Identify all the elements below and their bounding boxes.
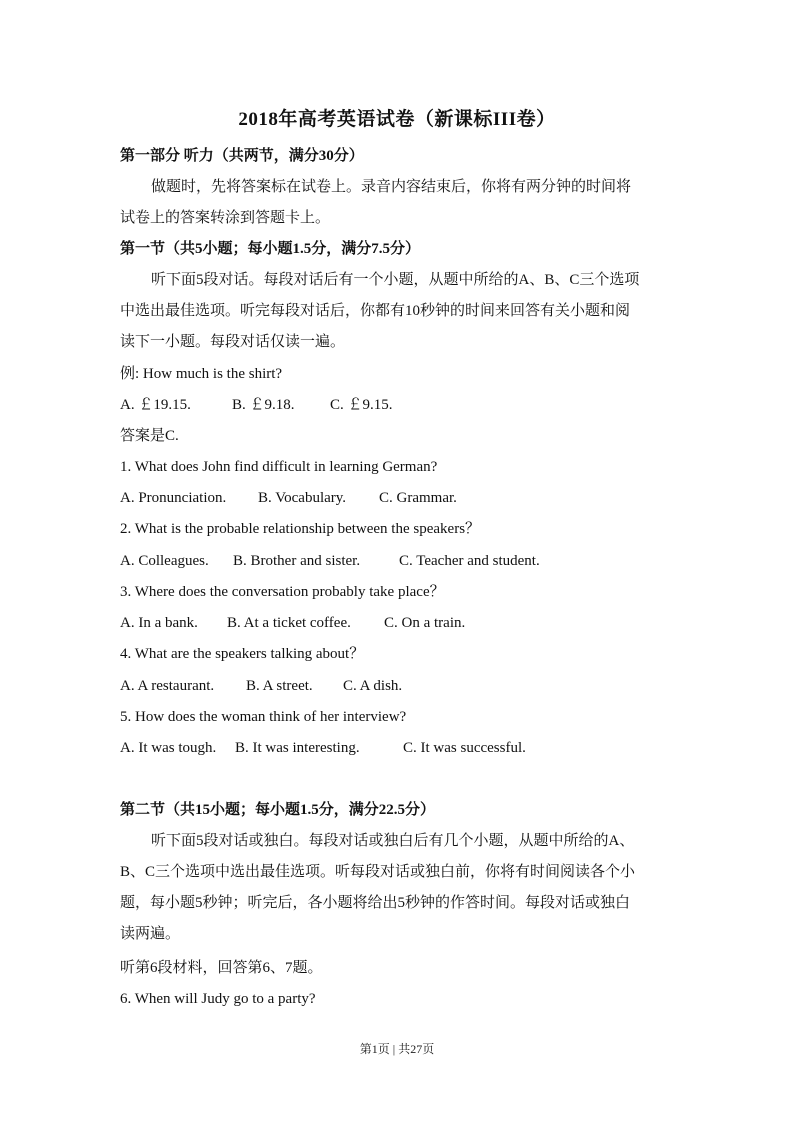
example-option-a: A. ￡19.15. [120, 397, 191, 413]
option-c: C. It was successful. [403, 740, 526, 756]
example-option-b: B. ￡9.18. [232, 397, 295, 413]
option-a: A. Colleagues. [120, 553, 209, 569]
option-a: A. It was tough. [120, 740, 217, 756]
question-3-options [120, 613, 465, 633]
option-a: A. A restaurant. [120, 678, 215, 694]
page-title: 2018年高考英语试卷（新课标III卷） [238, 109, 556, 130]
option-b: B. Brother and sister. [233, 553, 361, 569]
question-3: 3. Where does the conversation probably take place？ [120, 584, 445, 600]
section2-intro-line: 题，每小题5秒钟；听完后，各小题将给出5秒钟的作答时间。每段对话或独白 [120, 895, 631, 911]
option-b: B. A street. [246, 678, 313, 694]
section2-intro-line: 听下面5段对话或独白。每段对话或独白后有几个小题，从题中所给的A、 [151, 833, 635, 849]
option-a: A. Pronunciation. [120, 490, 227, 506]
question-1-options [120, 488, 457, 508]
example-option-c: C. ￡9.15. [330, 397, 393, 413]
section2-intro-line: 读两遍。 [120, 926, 181, 942]
option-b: B. Vocabulary. [258, 490, 347, 506]
option-a: A. In a bank. [120, 615, 198, 631]
example-options [120, 395, 393, 415]
question-5-options [120, 738, 526, 758]
section1-intro-line: 读下一小题。每段对话仅读一遍。 [120, 334, 346, 350]
section2-intro-line: B、C三个选项中选出最佳选项。听每段对话或独白前，你将有时间阅读各个小 [120, 864, 636, 880]
option-c: C. Grammar. [379, 490, 457, 506]
question-5: 5. How does the woman think of her interview? [120, 709, 407, 725]
option-c: C. Teacher and student. [399, 553, 540, 569]
option-b: B. At a ticket coffee. [227, 615, 351, 631]
question-6: 6. When will Judy go to a party? [120, 991, 316, 1007]
example-question: 例: How much is the shirt? [120, 366, 283, 382]
material-6-note: 听第6段材料，回答第6、7题。 [120, 960, 323, 976]
question-4-options [120, 676, 402, 696]
section2-heading: 第二节（共15小题；每小题1.5分，满分22.5分） [120, 802, 436, 818]
part1-heading: 第一部分 听力（共两节，满分30分） [120, 148, 364, 164]
question-2-options [120, 551, 540, 571]
page-footer: 第1页 | 共27页 [359, 1042, 435, 1056]
option-c: C. On a train. [384, 615, 466, 631]
option-c: C. A dish. [343, 678, 403, 694]
option-b: B. It was interesting. [235, 740, 360, 756]
question-1: 1. What does John find difficult in learning German? [120, 459, 438, 475]
part1-intro-line: 试卷上的答案转涂到答题卡上。 [120, 210, 331, 226]
question-4: 4. What are the speakers talking about？ [120, 646, 365, 662]
section1-heading: 第一节（共5小题；每小题1.5分，满分7.5分） [120, 241, 421, 257]
example-answer: 答案是C. [120, 428, 179, 444]
section1-intro-line: 中选出最佳选项。听完每段对话后，你都有10秒钟的时间来回答有关小题和阅 [120, 303, 631, 319]
section1-intro-line: 听下面5段对话。每段对话后有一个小题，从题中所给的A、B、C三个选项 [151, 272, 640, 288]
part1-intro-line: 做题时，先将答案标在试卷上。录音内容结束后，你将有两分钟的时间将 [151, 179, 632, 195]
question-2: 2. What is the probable relationship between the speakers？ [120, 521, 481, 537]
